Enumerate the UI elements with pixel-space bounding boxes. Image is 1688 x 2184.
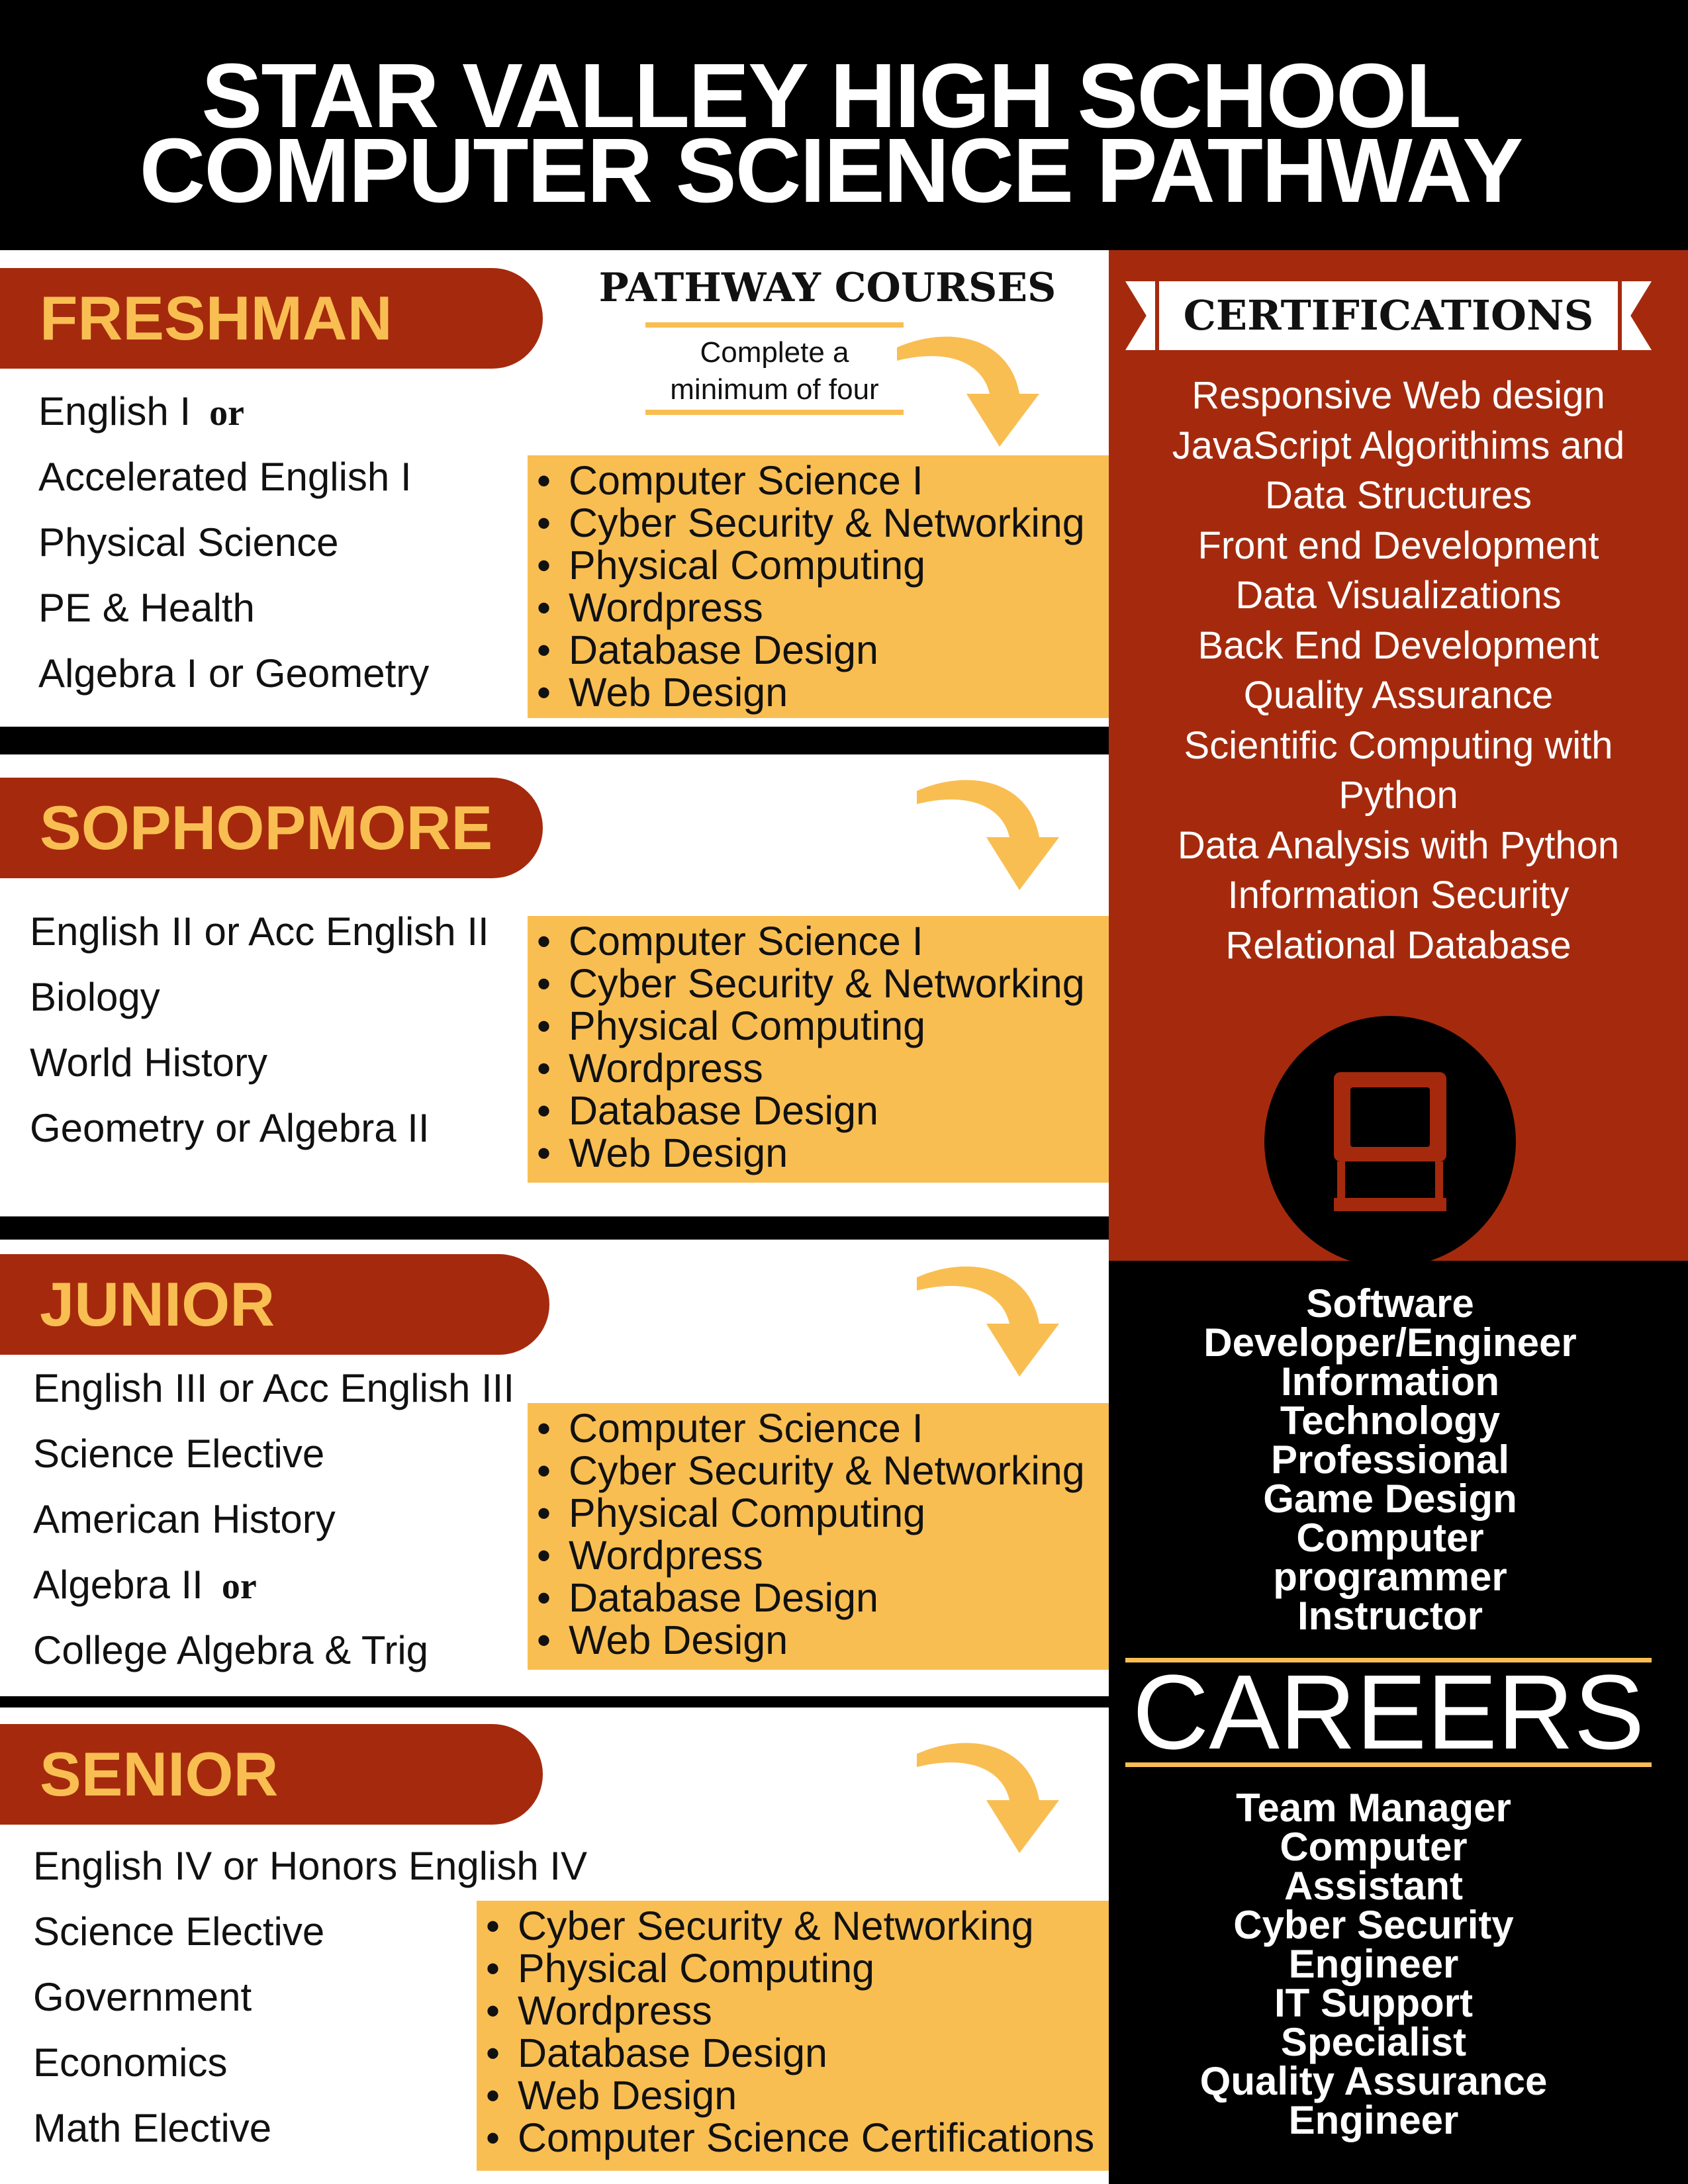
career-item: Developer/Engineer [1203,1320,1577,1365]
title-line-1: STAR VALLEY HIGH SCHOOL [201,45,1460,147]
career-item: Assistant [1284,1864,1464,1908]
course-item: • Computer Science Certifications [486,2116,1109,2159]
senior-label-pill [0,1724,543,1825]
sophomore-label: SOPHOPMORE [40,793,493,862]
requirement-item: Economics [33,2040,228,2085]
requirement-item: Science Elective [33,1909,325,1954]
career-item: Professional [1270,1437,1510,1482]
certifications-heading: CERTIFICATIONS [1155,281,1622,350]
freshman-requirements [38,379,429,706]
career-item: Software [1306,1281,1474,1326]
career-item: Cyber Security [1233,1903,1514,1947]
course-item: • Database Design [486,2032,1109,2074]
requirement-item: PE & Health [38,586,255,630]
careers-list-bottom [1109,1788,1638,2140]
pathway-note-line: minimum of four [670,373,879,406]
curved-arrow-icon [897,331,1062,453]
freshman-label: FRESHMAN [40,283,393,353]
requirement-item: Math Elective [33,2106,272,2150]
curved-arrow-icon [917,1737,1082,1860]
career-item: programmer [1273,1555,1507,1599]
cert-item: Information Security [1227,874,1570,917]
header-banner [0,0,1688,250]
career-item: Computer [1296,1516,1484,1560]
requirement-text: English I [38,389,191,433]
sophomore-requirements [30,899,489,1161]
course-item: • Web Design [537,1619,1109,1661]
requirement-item [33,1552,514,1617]
requirement-item: American History [33,1497,336,1541]
course-item: • Cyber Security & Networking [537,962,1109,1005]
requirement-item: Accelerated English I [38,455,412,499]
course-item: • Wordpress [537,1047,1109,1089]
requirement-item [38,379,429,444]
course-item: • Web Design [537,1132,1109,1174]
freshman-label-pill [0,268,543,369]
course-item: • Database Design [537,1089,1109,1132]
requirement-text: Algebra II [33,1563,203,1607]
course-item: • Computer Science I [537,1407,1109,1449]
requirement-item: English II or Acc English II [30,909,489,954]
course-item: • Web Design [537,671,1109,713]
junior-label: JUNIOR [40,1269,275,1339]
cert-item: Front end Development [1197,523,1599,567]
cert-item: JavaScript Algorithims and [1172,424,1625,467]
requirement-item: Geometry or Algebra II [30,1106,430,1150]
or-label: or [221,1566,257,1607]
career-item: Engineer [1288,1942,1459,1986]
cert-item: Responsive Web design [1192,374,1605,417]
course-item: • Database Design [537,629,1109,671]
requirement-item: Science Elective [33,1432,325,1476]
junior-label-pill [0,1254,549,1355]
title-line-2: COMPUTER SCIENCE PATHWAY [139,120,1523,222]
computer-monitor-icon [1264,1016,1516,1267]
senior-label: SENIOR [40,1739,279,1809]
career-item: Quality Assurance [1199,2059,1548,2103]
course-item: • Database Design [537,1576,1109,1619]
career-item: Team Manager [1236,1786,1511,1830]
cert-item: Quality Assurance [1243,674,1554,717]
requirement-item: World History [30,1040,267,1085]
freshman-courses-box [528,455,1109,718]
cert-item: Relational Database [1225,923,1571,967]
career-item: Instructor [1297,1594,1483,1638]
curved-arrow-icon [917,1261,1082,1383]
pathway-note [645,322,904,415]
junior-courses-box [528,1403,1109,1670]
course-item: • Wordpress [486,1989,1109,2032]
course-item: • Physical Computing [537,1005,1109,1047]
cert-item: Scientific Computing with [1184,723,1613,767]
career-item: Information [1281,1359,1499,1404]
course-item: • Cyber Security & Networking [486,1905,1109,1947]
pathway-note-line: Complete a [700,336,849,369]
requirement-item: Physical Science [38,520,339,565]
career-item: Engineer [1288,2098,1459,2142]
career-item: Game Design [1263,1477,1517,1521]
cert-item: Data Visualizations [1235,574,1562,617]
pathway-heading: PATHWAY COURSES [598,265,1056,311]
cert-item: Back End Development [1197,623,1599,667]
course-item: • Computer Science I [537,459,1109,502]
junior-requirements [33,1355,514,1683]
career-item: Technology [1280,1398,1501,1443]
course-item: • Wordpress [537,1534,1109,1576]
career-item: IT Support [1274,1981,1473,2025]
requirement-item: English III or Acc English III [33,1366,515,1410]
requirement-item: Government [33,1975,252,2019]
requirement-item: English IV or Honors English IV [33,1844,588,1888]
requirement-item: Algebra I or Geometry [38,651,430,696]
requirement-item: Biology [30,975,160,1019]
course-item: • Computer Science I [537,920,1109,962]
certifications-list [1135,371,1662,970]
cert-item: Data Analysis with Python [1177,823,1620,867]
course-item: • Wordpress [537,586,1109,629]
careers-heading: CAREERS [1125,1658,1652,1767]
cert-item: Python [1338,774,1458,817]
cert-item: Data Structures [1265,474,1532,517]
or-label: or [209,392,244,433]
course-item: • Physical Computing [486,1947,1109,1989]
course-item: • Physical Computing [537,544,1109,586]
course-item: • Web Design [486,2074,1109,2116]
requirement-item: College Algebra & Trig [33,1628,429,1672]
curved-arrow-icon [917,774,1082,897]
course-item: • Physical Computing [537,1492,1109,1534]
senior-courses-box [477,1901,1109,2171]
sophomore-label-pill [0,778,543,878]
career-item: Computer [1280,1825,1468,1869]
career-item: Specialist [1280,2020,1467,2064]
course-item: • Cyber Security & Networking [537,1449,1109,1492]
sophomore-courses-box [528,916,1109,1183]
careers-list-top [1125,1281,1655,1638]
course-item: • Cyber Security & Networking [537,502,1109,544]
